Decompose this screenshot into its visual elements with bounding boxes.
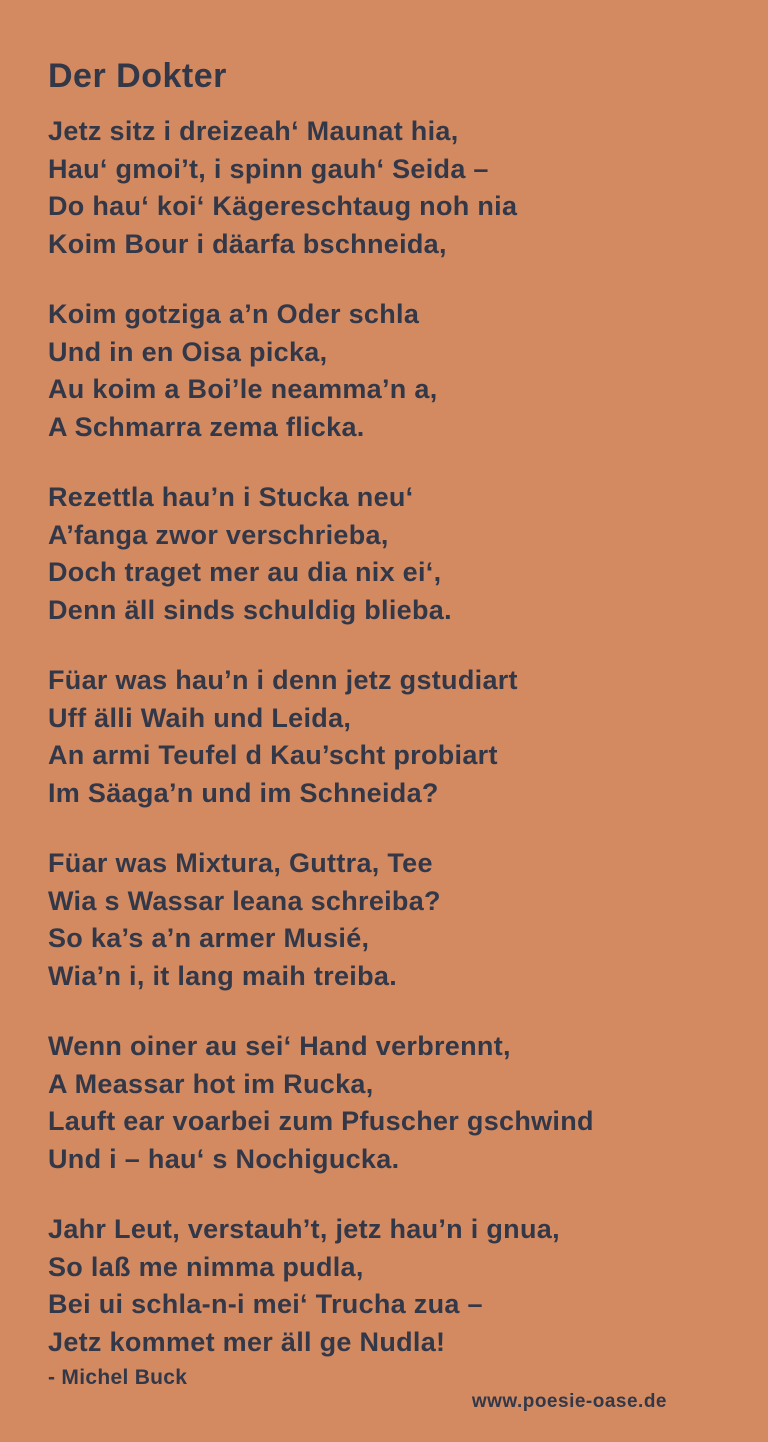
poem-line: Füar was hau’n i denn jetz gstudiart: [48, 665, 518, 695]
website-link: www.poesie-oase.de: [471, 1391, 667, 1412]
poem-line: Wenn oiner au sei‘ Hand verbrennt,: [48, 1031, 511, 1061]
poem-line: Hau‘ gmoi’t, i spinn gauh‘ Seida –: [48, 153, 489, 184]
poem-line: So laß me nimma pudla,: [48, 1251, 364, 1282]
poem-line: Und in en Oisa picka,: [48, 336, 328, 367]
poem-line: Lauft ear voarbei zum Pfuscher gschwind: [48, 1106, 594, 1136]
stanza-7: [48, 1211, 720, 1361]
poem-line: Rezettla hau’n i Stucka neu‘: [48, 482, 414, 512]
poem-line: Doch traget mer au dia nix ei‘,: [48, 557, 442, 587]
poem-line: Wia s Wassar leana schreiba?: [48, 885, 441, 916]
poem-line: So ka’s a’n armer Musié,: [48, 923, 370, 953]
poem-line: Koim gotziga a’n Oder schla: [48, 299, 420, 329]
poem-line: A Meassar hot im Rucka,: [48, 1068, 374, 1099]
poem-line: Wia’n i, it lang maih treiba.: [48, 960, 398, 991]
poem-line: Im Säaga’n und im Schneida?: [48, 777, 439, 808]
stanza-4: [48, 662, 720, 812]
poem-line: Bei ui schla-n-i mei‘ Trucha zua –: [48, 1289, 483, 1319]
poem-line: Do hau‘ koi‘ Kägereschtaug noh nia: [48, 191, 518, 221]
poem-line: Jahr Leut, verstauh’t, jetz hau’n i gnua,: [48, 1214, 560, 1244]
stanza-3: [48, 479, 720, 629]
poem-line: Füar was Mixtura, Guttra, Tee: [48, 848, 433, 878]
poem-line: Jetz kommet mer äll ge Nudla!: [48, 1326, 446, 1357]
stanza-5: [48, 845, 720, 995]
poem-line: Und i – hau‘ s Nochigucka.: [48, 1143, 400, 1174]
poem-line: An armi Teufel d Kau’scht probiart: [48, 740, 498, 770]
poem-title: Der Dokter: [48, 57, 227, 95]
poem-line: Jetz sitz i dreizeah‘ Maunat hia,: [48, 116, 459, 146]
poem-line: A’fanga zwor verschrieba,: [48, 519, 389, 550]
author-signature: - Michel Buck: [48, 1366, 188, 1389]
stanza-2: [48, 296, 720, 446]
poem-line: Denn äll sinds schuldig blieba.: [48, 594, 452, 625]
stanza-6: [48, 1028, 720, 1178]
stanza-1: [48, 113, 720, 263]
poem-line: Au koim a Boi’le neamma’n a,: [48, 374, 438, 404]
poem-line: A Schmarra zema flicka.: [48, 411, 365, 442]
poem-line: Uff älli Waih und Leida,: [48, 702, 352, 733]
poem-line: Koim Bour i däarfa bschneida,: [48, 228, 447, 259]
